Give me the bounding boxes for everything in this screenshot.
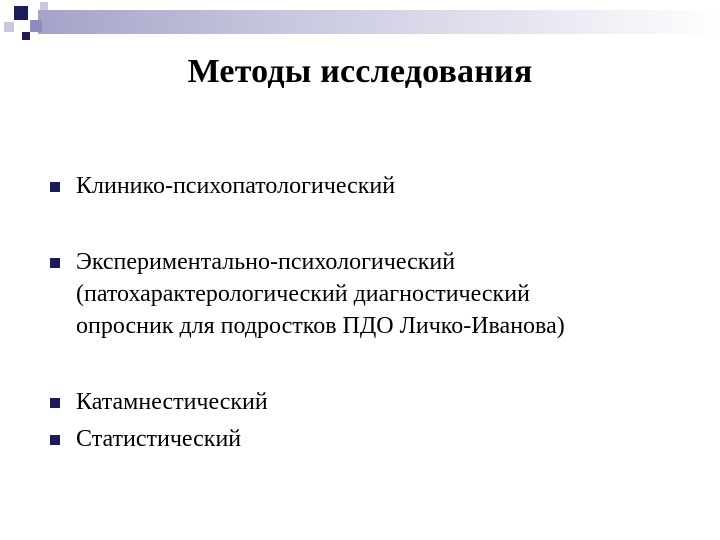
bullet-text bbox=[76, 386, 268, 418]
bullet-line: Катамнестический bbox=[76, 389, 268, 415]
bullet-line: Клинико-психопатологический bbox=[76, 173, 396, 199]
bullet-text bbox=[76, 246, 565, 342]
square-bullet-icon bbox=[50, 398, 60, 408]
bullet-text bbox=[76, 423, 241, 455]
bullet-text bbox=[76, 170, 395, 202]
square-bullet-icon bbox=[50, 435, 60, 445]
bullet-line: (патохарактерологический диагностический bbox=[76, 281, 530, 307]
slide-title: Методы исследования bbox=[187, 53, 533, 90]
bullet-line: опросник для подростков ПДО Личко-Иванова) bbox=[76, 313, 565, 339]
bullet-line: Экспериментально-психологический bbox=[76, 249, 456, 275]
bullet-line: Статистический bbox=[76, 426, 242, 452]
square-bullet-icon bbox=[50, 182, 60, 192]
square-bullet-icon bbox=[50, 258, 60, 268]
